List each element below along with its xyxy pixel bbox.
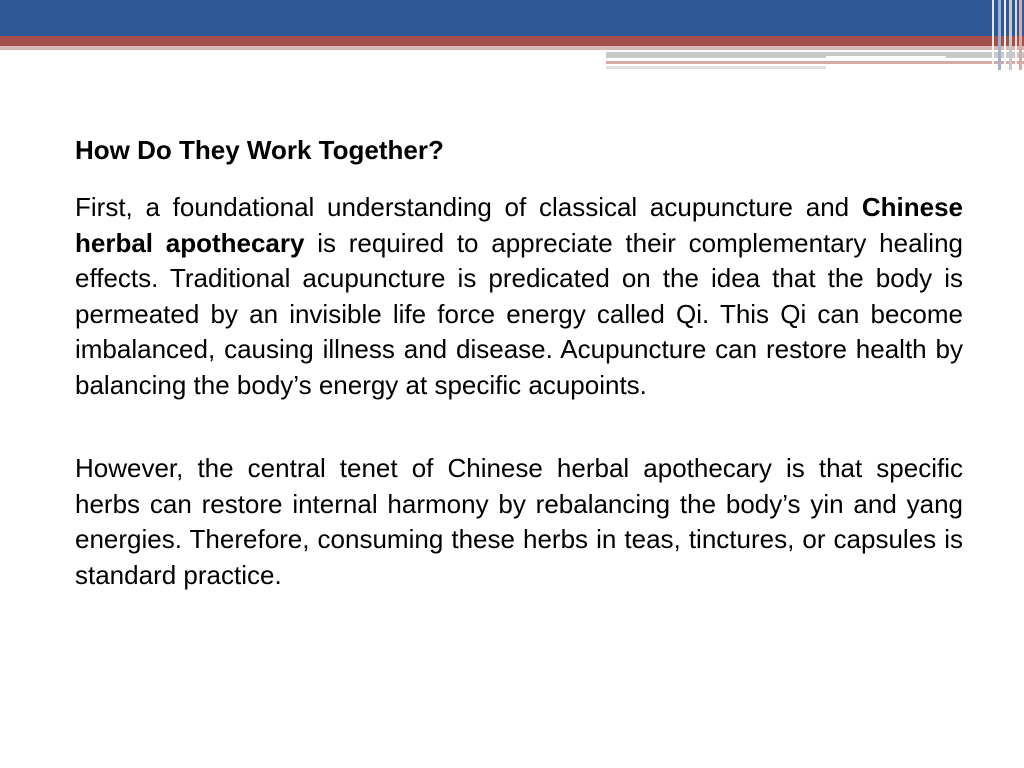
paragraph-herbal: However, the central tenet of Chinese herbal apothecary is that specific herbs can restore internal harmony by rebalancing the body’s yin and yang energies. Therefore, consuming these herbs in teas, tinctures, or capsules is standard practice. [75, 453, 963, 590]
header-vertical-line [1019, 0, 1022, 70]
header-vertical-line [1015, 0, 1017, 70]
paragraph-intro [75, 190, 963, 403]
header-red-light-band [0, 46, 1024, 50]
slide-body [75, 132, 963, 641]
header-red-band [0, 36, 1024, 46]
paragraph-intro-text-start: First, a foundational understanding of classical acupuncture and [75, 192, 850, 222]
header-vertical-line [1009, 0, 1012, 70]
paragraph-intro-text-end: is required to appreciate their complementary healing effects. Traditional acupuncture is predicated on the idea that the body is permeated by an invisible life force energy called Qi. This Qi can become imbalanced, causing illness and disease. Acupuncture can restore health by balancing the body’s energy at specific acupoints. [75, 227, 963, 400]
header-white-stripe [826, 56, 946, 58]
header-blue-band [0, 0, 1024, 36]
header-pink-stripe [606, 61, 1024, 64]
header-vertical-line [1004, 0, 1006, 70]
paragraph-intro-bold-term: Chinese herbal apothecary [75, 192, 963, 258]
header-light-stripe [606, 66, 826, 69]
slide-heading: How Do They Work Together? [75, 135, 444, 165]
header-vertical-line [992, 0, 994, 70]
header-gray-stripe [606, 52, 1024, 58]
header-vertical-line [998, 0, 1001, 70]
